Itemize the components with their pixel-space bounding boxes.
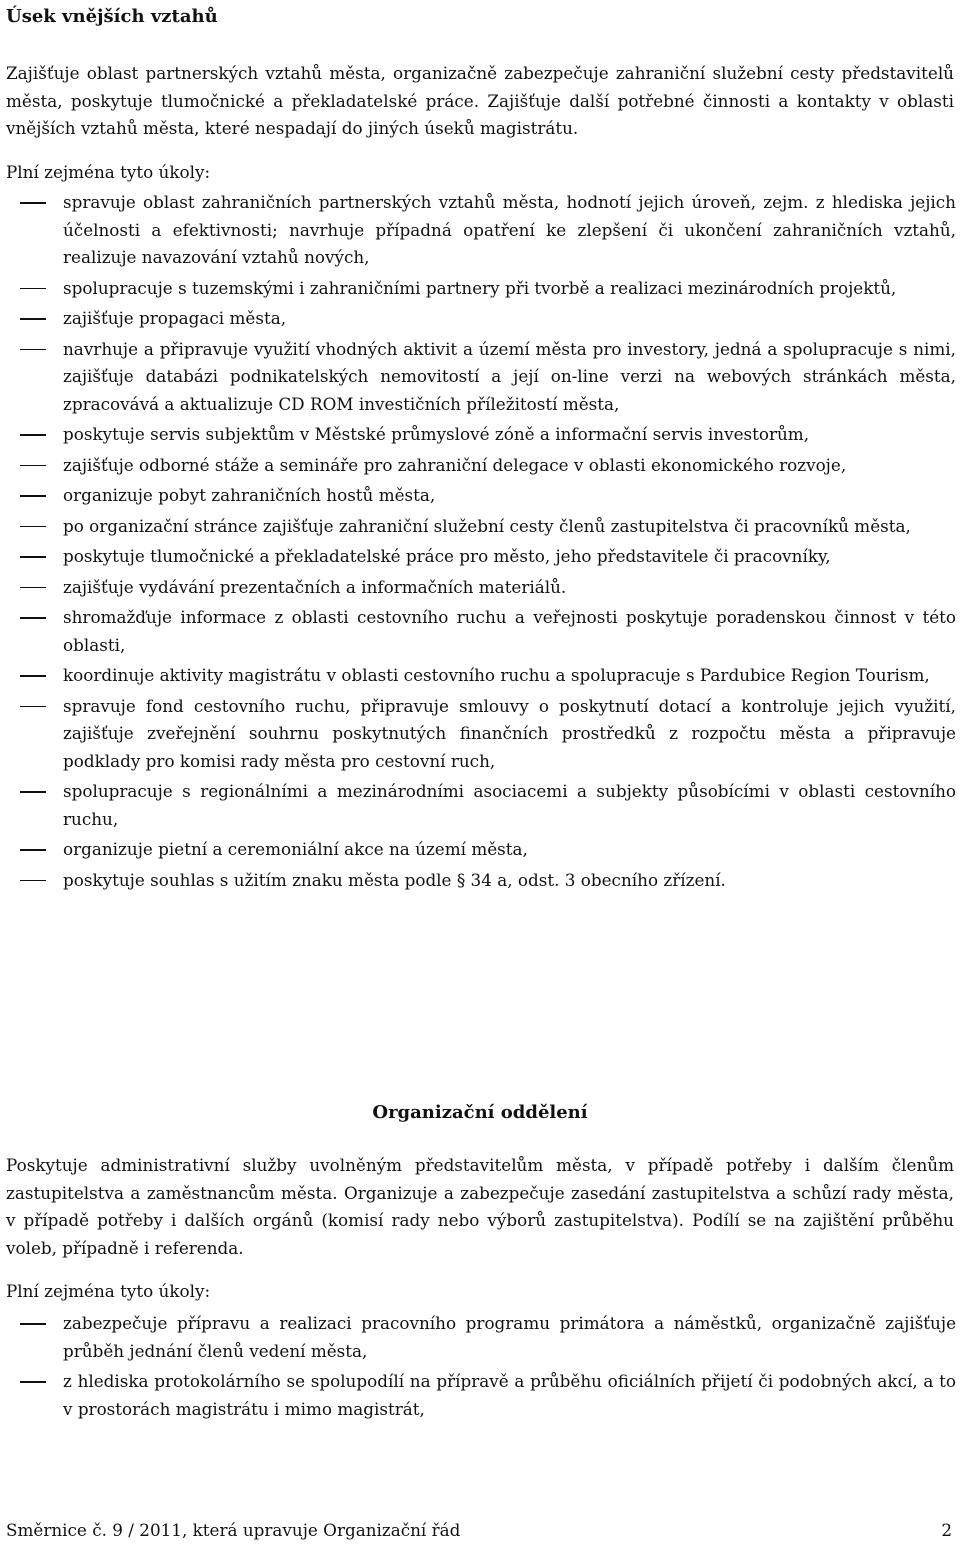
dash-bullet [20,556,46,558]
dash-bullet [20,849,46,851]
list-item-text: z hlediska protokolárního se spolupodílí na přípravě a průběhu oficiálních přijetí či podobných akcí, a to v prostorách magistrátu i mimo magistrát, [63,1371,956,1419]
list-item [0,1310,956,1365]
section-heading-external-relations: Úsek vnějších vztahů [6,6,218,27]
section-intro-paragraph: Poskytuje administrativní služby uvolněným představitelům města, v případě potřeby i dalším členům zastupitelstva a zaměstnancům města. Organizuje a zabezpečuje zasedání zastupitelstva a schůzí rady města, v případě potřeby i dalších orgánů (komisí rady nebo výborů zastupitelstva). Podílí se na zajištění průběhu voleb, případně i referenda. [6,1155,954,1258]
footer-document-title: Směrnice č. 9 / 2011, která upravuje Organizační řád [6,1520,461,1540]
dash-bullet [20,349,46,351]
list-item-text: organizuje pietní a ceremoniální akce na území města, [63,839,528,859]
task-list-external-relations [0,189,956,897]
list-item-text: spravuje oblast zahraničních partnerských vztahů města, hodnotí jejich úroveň, zejm. z hlediska jejich účelnosti a efektivnosti; navrhuje případná opatření ke zlepšení či ukončení zahraničních vztahů, realizuje navazování vztahů nových, [63,192,956,267]
dash-bullet [20,526,46,528]
list-item [0,452,956,480]
dash-bullet [20,1323,46,1325]
page-number: 2 [941,1520,952,1540]
list-item-text: po organizační stránce zajišťuje zahraniční služební cesty členů zastupitelstva či pracovníků města, [63,515,911,536]
dash-bullet [20,587,46,589]
dash-bullet [20,465,46,467]
tasks-lead-text: Plní zejména tyto úkoly: [6,1281,211,1301]
dash-bullet [20,791,46,793]
dash-bullet [20,617,46,619]
list-item [0,275,956,303]
dash-bullet [20,202,46,204]
list-item [0,305,956,333]
list-item-text: zajišťuje vydávání prezentačních a informačních materiálů. [63,576,567,597]
list-item [0,693,956,776]
list-item-text: poskytuje tlumočnické a překladatelské práce pro město, jeho představitele či pracovníky, [63,546,831,566]
dash-bullet [20,675,46,677]
section-heading-organizational-dept: Organizační oddělení [372,1102,588,1123]
list-item-text: zabezpečuje přípravu a realizaci pracovního programu primátora a náměstků, organizačně zajišťuje průběh jednání členů vedení města, [63,1313,956,1361]
list-item-text: zajišťuje odborné stáže a semináře pro zahraniční delegace v oblasti ekonomického rozvoje, [63,454,847,475]
list-item [0,1368,956,1423]
list-item [0,336,956,419]
list-item [0,189,956,272]
list-item [0,543,956,571]
list-item [0,778,956,833]
dash-bullet [20,706,46,708]
list-item-text: koordinuje aktivity magistrátu v oblasti cestovního ruchu a spolupracuje s Pardubice Region Tourism, [63,665,930,685]
dash-bullet [20,318,46,320]
list-item-text: poskytuje servis subjektům v Městské průmyslové zóně a informační servis investorům, [63,424,810,444]
task-list-organizational-dept [0,1310,956,1426]
list-item-text: poskytuje souhlas s užitím znaku města podle § 34 a, odst. 3 obecního zřízení. [63,869,726,890]
list-item-text: spravuje fond cestovního ruchu, připravuje smlouvy o poskytnutí dotací a kontroluje jejich využití, zajišťuje zveřejnění souhrnu poskytnutých finančních prostředků z rozpočtu města a připravuje podklady pro komisi rady města pro cestovní ruch, [63,695,956,771]
list-item [0,574,956,602]
list-item [0,482,956,510]
list-item-text: zajišťuje propagaci města, [63,308,287,328]
list-item [0,836,956,864]
dash-bullet [20,434,46,436]
list-item-text: organizuje pobyt zahraničních hostů města, [63,485,436,505]
dash-bullet [20,1381,46,1383]
list-item [0,513,956,541]
dash-bullet [20,880,46,882]
dash-bullet [20,288,46,290]
tasks-lead-text: Plní zejména tyto úkoly: [6,162,211,182]
dash-bullet [20,495,46,497]
list-item [0,867,956,895]
list-item-text: shromažďuje informace z oblasti cestovního ruchu a veřejnosti poskytuje poradenskou činnost v této oblasti, [63,607,956,655]
list-item [0,604,956,659]
list-item-text: navrhuje a připravuje využití vhodných aktivit a území města pro investory, jedná a spolupracuje s nimi, zajišťuje databázi podnikatelských nemovitostí a její on-line verzi na webových stránkách města, zpracovává a aktualizuje CD ROM investičních příležitostí města, [63,338,956,414]
list-item-text: spolupracuje s tuzemskými i zahraničními partnery při tvorbě a realizaci mezinárodních projektů, [63,277,897,298]
section-intro-paragraph: Zajišťuje oblast partnerských vztahů města, organizačně zabezpečuje zahraniční služební cesty představitelů města, poskytuje tlumočnické a překladatelské práce. Zajišťuje další potřebné činnosti a kontakty v oblasti vnějších vztahů města, které nespadají do jiných úseků magistrátu. [6,63,954,138]
list-item-text: spolupracuje s regionálními a mezinárodními asociacemi a subjekty působícími v oblasti cestovního ruchu, [63,781,956,829]
list-item [0,421,956,449]
list-item [0,662,956,690]
